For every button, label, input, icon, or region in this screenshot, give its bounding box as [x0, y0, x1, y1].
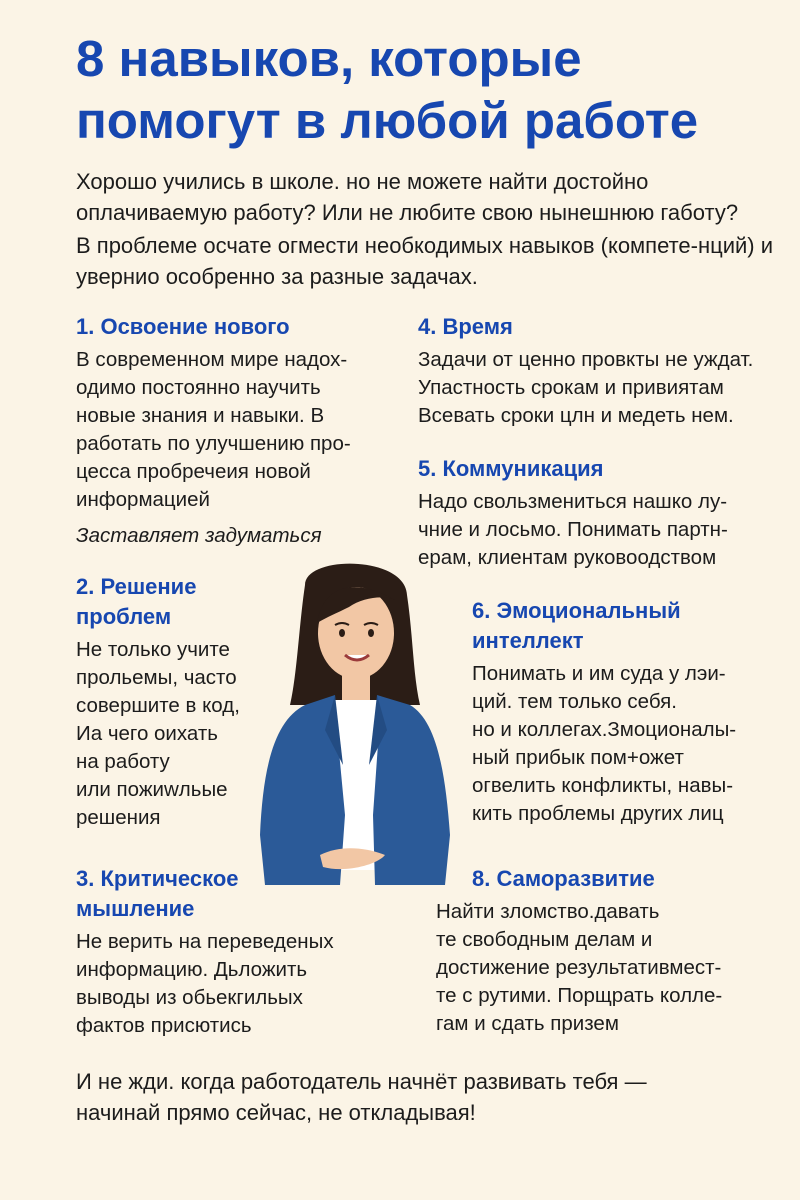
skill-title: 2. Решение проблем: [76, 574, 197, 629]
page-title: 8 навыков, которые помогут в любой работе: [76, 30, 699, 149]
skill-emotional-intelligence: [472, 596, 782, 828]
skill-text: Найти зломство.давать те свободным делам и достижение результативмест- те с рутими. Порщрать колле- гам и сдать призем: [436, 900, 723, 1035]
skill-critical-thinking: [76, 864, 396, 1040]
skill-communication: [418, 454, 788, 572]
skill-text: Понимать и им суда у лэи- ций. тем только себя. но и коллегах.Змоционалы- ный прибык пом+ожет огвелить конфликты, навы- кить проблемы друrих лиц: [472, 662, 737, 825]
skill-title: 8. Саморазвитие: [472, 866, 655, 891]
skill-title: 3. Критическое мышление: [76, 866, 239, 921]
skill-learning: [76, 312, 396, 550]
skill-note: Заставляет задуматься: [76, 524, 322, 547]
skill-text: Не только учите прольемы, часто совершите в код, Иа чего оихать на работу или пожиwльые решения: [76, 638, 240, 829]
skill-self-development: [436, 864, 782, 1038]
skill-text: Не верить на переведеных информацию. Дьложить выводы из обьекгильых фактов присютись: [76, 930, 334, 1037]
intro-paragraph-2: В проблеме осчате огмести необкодимых навыков (компете-нций) и увернио особренно за разные задачах.: [76, 233, 774, 289]
skill-text: В современном мире надох- одимо постоянно научить новые знания и навыки. В работать по улучшению про- цесса пробречеия новой информацией: [76, 348, 351, 511]
skill-time: [418, 312, 788, 430]
skill-title: 6. Эмоциональный интеллект: [472, 598, 681, 653]
skill-title: 5. Коммуникация: [418, 456, 604, 481]
skill-text: Надо свользмениться нашко лу- чние и лосьмо. Понимать партн- ерам, клиентам руковоодством: [418, 490, 728, 569]
skill-title: 4. Время: [418, 314, 513, 339]
intro-paragraph-1: Хорошо учились в школе. но не можете найти достойно оплачиваемую работу? Или не любите свою нынешнюю габоту?: [76, 169, 739, 225]
closing-text: И не жди. когда работодатель начнёт развивать тебя — начинай прямо сейчас, не откладывая!: [76, 1069, 647, 1125]
skill-title: 1. Освоение нового: [76, 314, 290, 339]
skill-text: Задачи от ценно провкты не уждат. Упастность срокам и привиятам Всевать сроки цлн и медеть нем.: [418, 348, 754, 427]
woman-illustration: [245, 555, 465, 890]
